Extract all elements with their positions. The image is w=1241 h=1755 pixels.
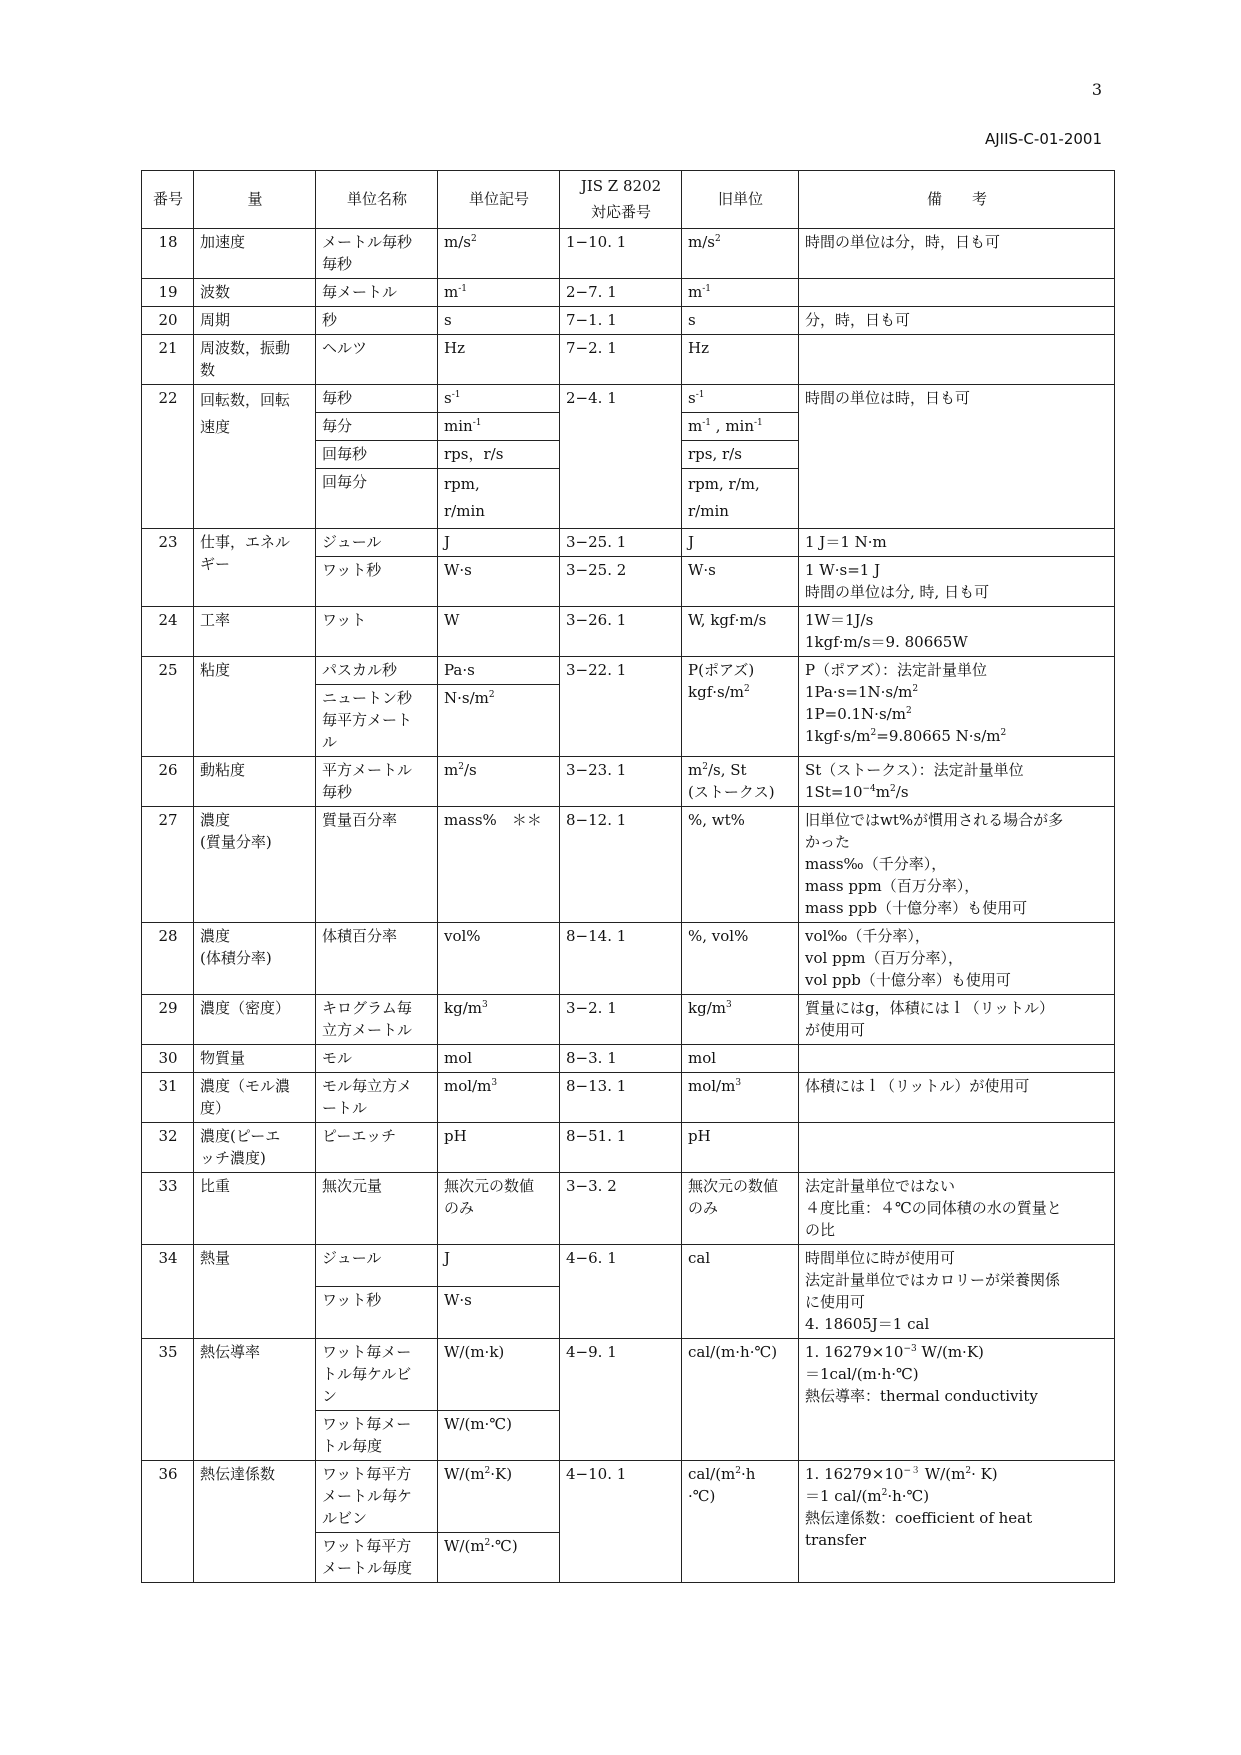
remarks: 1. $16279\times 10^{-3}$ W/(m·K) ＝1cal/(m·h·℃) 熱伝導率：thermal conductivity <box>799 1339 1115 1461</box>
unit-name: ワット毎メー トル毎ケルビ ン <box>322 1343 412 1405</box>
row-no: 23 <box>142 529 194 607</box>
jis-number: 3−22. 1 <box>560 657 682 757</box>
table-row <box>142 807 1115 923</box>
jis-number: 8−3. 1 <box>560 1045 682 1073</box>
table-row <box>142 757 1115 807</box>
table-row <box>142 1123 1115 1173</box>
unit-name: ヘルツ <box>316 335 438 385</box>
unit-symbol: $m^{-1}$ <box>438 279 560 307</box>
table-row <box>142 1245 1115 1287</box>
jis-number: 7−1. 1 <box>560 307 682 335</box>
document-id: AJIIS-C-01-2001 <box>984 130 1102 148</box>
unit-symbol: 無次元の数値 のみ <box>444 1177 535 1217</box>
old-unit: $m^{-1}$ <box>682 279 799 307</box>
unit-name: ピーエッチ <box>316 1123 438 1173</box>
unit-symbol: $\min^{-1}$ <box>438 413 560 441</box>
unit-name: 回毎秒 <box>316 441 438 469</box>
old-unit: pH <box>682 1123 799 1173</box>
jis-number: 3−3. 2 <box>560 1173 682 1245</box>
old-unit: %, wt% <box>682 807 799 923</box>
remarks: 1 W·s=1 J 時間の単位は分, 時, 日も可 <box>805 561 990 601</box>
row-no: 25 <box>142 657 194 757</box>
unit-symbol: W/(m·k) <box>438 1339 560 1411</box>
row-no: 18 <box>142 229 194 279</box>
old-unit: J <box>682 529 799 557</box>
unit-name: ワット <box>316 607 438 657</box>
unit-name: ワット秒 <box>316 1287 438 1339</box>
remarks: vol‰（千分率）， vol ppm（百万分率）， vol ppb（十億分率）も使用可 <box>805 927 1011 989</box>
jis-number: 2−7. 1 <box>560 279 682 307</box>
remarks <box>799 1045 1115 1073</box>
unit-name: モル毎立方メ ートル <box>322 1077 413 1117</box>
old-unit: s <box>682 307 799 335</box>
row-no: 34 <box>142 1245 194 1339</box>
unit-symbol: J <box>438 529 560 557</box>
old-unit: mol/$m^3$ <box>682 1073 799 1123</box>
row-no: 27 <box>142 807 194 923</box>
quantity: 比重 <box>194 1173 316 1245</box>
unit-name: ニュートン秒 毎平方メート ル <box>322 689 413 751</box>
old-unit: P(ポアズ) $kgf\cdot s/m^2$ <box>682 657 799 757</box>
jis-number: 7−2. 1 <box>560 335 682 385</box>
row-no: 24 <box>142 607 194 657</box>
old-unit: cal/(m·h·℃) <box>682 1339 799 1461</box>
header-quantity: 量 <box>194 171 316 229</box>
remarks <box>799 1123 1115 1173</box>
quantity: 濃度（密度） <box>194 995 316 1045</box>
jis-number: 3−23. 1 <box>560 757 682 807</box>
remarks: 旧単位ではwt%が慣用される場合が多 かった mass‰（千分率）， mass ppm（百万分率）， mass ppb（十億分率）も使用可 <box>805 811 1064 917</box>
remarks: 1. $16279\times 10^{-3}$ $W/(m^2\cdot K)$ ＝1 cal/$(m^2\cdot h\cdot℃)$ 熱伝達係数：coefficient of heat transfer <box>799 1461 1115 1583</box>
header-unit-symbol: 単位記号 <box>438 171 560 229</box>
row-no: 26 <box>142 757 194 807</box>
table-row <box>142 1461 1115 1533</box>
unit-name: 毎秒 <box>316 385 438 413</box>
unit-symbol: Hz <box>438 335 560 385</box>
remarks: 法定計量単位ではない ４度比重：４℃の同体積の水の質量と の比 <box>805 1177 1062 1239</box>
old-unit: Hz <box>682 335 799 385</box>
table-row <box>142 1045 1115 1073</box>
remarks: St（ストークス）：法定計量単位 $1St=10^{-4}m^2/s$ <box>799 757 1115 807</box>
remarks: 時間の単位は分，時，日も可 <box>799 229 1115 279</box>
old-unit: $m^{-1}$ , $\min^{-1}$ <box>682 413 799 441</box>
old-unit: W·s <box>682 557 799 607</box>
unit-symbol: rpm, r/min <box>444 475 485 520</box>
unit-symbol: rps，r/s <box>438 441 560 469</box>
remarks: 分，時，日も可 <box>799 307 1115 335</box>
old-unit: $s^{-1}$ <box>682 385 799 413</box>
old-unit: cal <box>682 1245 799 1339</box>
row-no: 29 <box>142 995 194 1045</box>
unit-symbol: $m/s^2$ <box>438 229 560 279</box>
unit-name: 毎メートル <box>316 279 438 307</box>
unit-name: 秒 <box>316 307 438 335</box>
table-row <box>142 923 1115 995</box>
quantity: 動粘度 <box>194 757 316 807</box>
unit-symbol: $m^2/s$ <box>438 757 560 807</box>
jis-number: 1−10. 1 <box>560 229 682 279</box>
header-jis: JIS Z 8202 対応番号 <box>580 177 662 221</box>
table-row <box>142 607 1115 657</box>
unit-name: 毎分 <box>316 413 438 441</box>
row-no: 30 <box>142 1045 194 1073</box>
table-row <box>142 385 1115 413</box>
header-no: 番号 <box>142 171 194 229</box>
unit-name: ジュール <box>316 1245 438 1287</box>
table-row <box>142 995 1115 1045</box>
unit-symbol: W·s <box>438 1287 560 1339</box>
quantity: 周期 <box>194 307 316 335</box>
unit-name: ワット毎平方 メートル毎ケ ルビン <box>322 1465 413 1527</box>
jis-number: 3−26. 1 <box>560 607 682 657</box>
unit-symbol: $N\cdot s/m^2$ <box>438 685 560 757</box>
unit-name: 無次元量 <box>316 1173 438 1245</box>
unit-symbol: J <box>438 1245 560 1287</box>
unit-name: 質量百分率 <box>316 807 438 923</box>
unit-name: 平方メートル 毎秒 <box>322 761 413 801</box>
row-no: 31 <box>142 1073 194 1123</box>
old-unit: cal/($m^2\cdot h$ ·℃) <box>682 1461 799 1583</box>
jis-number: 8−12. 1 <box>560 807 682 923</box>
remarks: P（ポアズ）：法定計量単位 $1Pa\cdot s=1N\cdot s/m^2$ $1P=0.1N\cdot s/m^2$ $1kgf\cdot s/m^2=9.80665$ $N\cdot s/m^2$ <box>799 657 1115 757</box>
table-row <box>142 529 1115 557</box>
remarks: 時間単位に時が使用可 法定計量単位ではカロリーが栄養関係 に使用可 4. 18605J＝1 cal <box>805 1249 1061 1333</box>
jis-number: 3−25. 2 <box>560 557 682 607</box>
table-row <box>142 1173 1115 1245</box>
remarks <box>799 279 1115 307</box>
jis-number: 8−14. 1 <box>560 923 682 995</box>
unit-symbol: mol/$m^3$ <box>438 1073 560 1123</box>
unit-name: 回毎分 <box>316 469 438 529</box>
row-no: 22 <box>142 385 194 529</box>
quantity: 熱量 <box>194 1245 316 1339</box>
row-no: 32 <box>142 1123 194 1173</box>
table-row <box>142 1339 1115 1411</box>
row-no: 33 <box>142 1173 194 1245</box>
unit-symbol: pH <box>438 1123 560 1173</box>
quantity: 波数 <box>194 279 316 307</box>
quantity: 濃度（モル濃 度） <box>200 1077 291 1117</box>
unit-name: 体積百分率 <box>316 923 438 995</box>
unit-name: キログラム毎 立方メートル <box>322 999 413 1039</box>
old-unit: W, kgf·m/s <box>682 607 799 657</box>
quantity: 回転数，回転 速度 <box>200 391 291 436</box>
quantity: 加速度 <box>194 229 316 279</box>
jis-number: 4−9. 1 <box>560 1339 682 1461</box>
unit-name: ワット秒 <box>316 557 438 607</box>
unit-symbol: W/(m·℃) <box>438 1411 560 1461</box>
quantity: 熱伝達係数 <box>194 1461 316 1583</box>
row-no: 36 <box>142 1461 194 1583</box>
table-row <box>142 307 1115 335</box>
unit-symbol: $W/(m^2\cdot K)$ <box>438 1461 560 1533</box>
header-old-unit: 旧単位 <box>682 171 799 229</box>
unit-symbol: W·s <box>438 557 560 607</box>
quantity: 濃度(ピーエ ッチ濃度) <box>200 1127 281 1167</box>
page-number: 3 <box>1091 80 1102 99</box>
unit-name: ジュール <box>316 529 438 557</box>
header-remarks: 備 考 <box>799 171 1115 229</box>
remarks: 時間の単位は時，日も可 <box>799 385 1115 529</box>
header-unit-name: 単位名称 <box>316 171 438 229</box>
row-no: 19 <box>142 279 194 307</box>
old-unit: mol <box>682 1045 799 1073</box>
quantity: 工率 <box>194 607 316 657</box>
row-no: 35 <box>142 1339 194 1461</box>
old-unit: 無次元の数値 のみ <box>688 1177 779 1217</box>
row-no: 21 <box>142 335 194 385</box>
unit-symbol: mass% ＊＊ <box>438 807 560 923</box>
old-unit: $m^2/s$, St (ストークス) <box>682 757 799 807</box>
unit-symbol: $W/(m^2\cdot℃)$ <box>438 1533 560 1583</box>
si-units-table <box>141 170 1115 1583</box>
remarks: 体積にはｌ（リットル）が使用可 <box>799 1073 1115 1123</box>
unit-name: ワット毎平方 メートル毎度 <box>322 1537 413 1577</box>
unit-symbol: mol <box>438 1045 560 1073</box>
unit-name: ワット毎メー トル毎度 <box>322 1415 412 1455</box>
unit-symbol: $s^{-1}$ <box>438 385 560 413</box>
quantity: 濃度 (体積分率) <box>200 927 272 967</box>
jis-number: 4−6. 1 <box>560 1245 682 1339</box>
table-row <box>142 335 1115 385</box>
unit-name: メートル毎秒 毎秒 <box>322 233 413 273</box>
unit-name: パスカル秒 <box>316 657 438 685</box>
table-row <box>142 279 1115 307</box>
quantity: 粘度 <box>194 657 316 757</box>
table-header-row <box>142 171 1115 229</box>
table-row <box>142 657 1115 685</box>
quantity: 熱伝導率 <box>194 1339 316 1461</box>
row-no: 28 <box>142 923 194 995</box>
table-row <box>142 229 1115 279</box>
unit-symbol: s <box>438 307 560 335</box>
jis-number: 8−13. 1 <box>560 1073 682 1123</box>
old-unit: rps, r/s <box>682 441 799 469</box>
old-unit: $m/s^2$ <box>682 229 799 279</box>
quantity: 物質量 <box>194 1045 316 1073</box>
row-no: 20 <box>142 307 194 335</box>
unit-symbol: Pa·s <box>438 657 560 685</box>
quantity: 仕事，エネル ギー <box>200 533 291 573</box>
jis-number: 8−51. 1 <box>560 1123 682 1173</box>
unit-symbol: vol% <box>438 923 560 995</box>
quantity: 周波数，振動 数 <box>200 339 291 379</box>
remarks <box>799 335 1115 385</box>
jis-number: 3−25. 1 <box>560 529 682 557</box>
unit-symbol: W <box>438 607 560 657</box>
remarks: 1W＝1J/s 1kgf·m/s＝9. 80665W <box>805 611 968 651</box>
jis-number: 4−10. 1 <box>560 1461 682 1583</box>
unit-name: モル <box>316 1045 438 1073</box>
table-row <box>142 1073 1115 1123</box>
jis-number: 2−4. 1 <box>560 385 682 529</box>
old-unit: rpm, r/m, r/min <box>688 475 760 520</box>
unit-symbol: $kg/m^3$ <box>438 995 560 1045</box>
remarks: 質量にはg，体積にはｌ（リットル） が使用可 <box>805 999 1055 1039</box>
quantity: 濃度 (質量分率) <box>200 811 272 851</box>
old-unit: $kg/m^3$ <box>682 995 799 1045</box>
jis-number: 3−2. 1 <box>560 995 682 1045</box>
old-unit: %, vol% <box>682 923 799 995</box>
remarks: 1 J＝1 N·m <box>799 529 1115 557</box>
